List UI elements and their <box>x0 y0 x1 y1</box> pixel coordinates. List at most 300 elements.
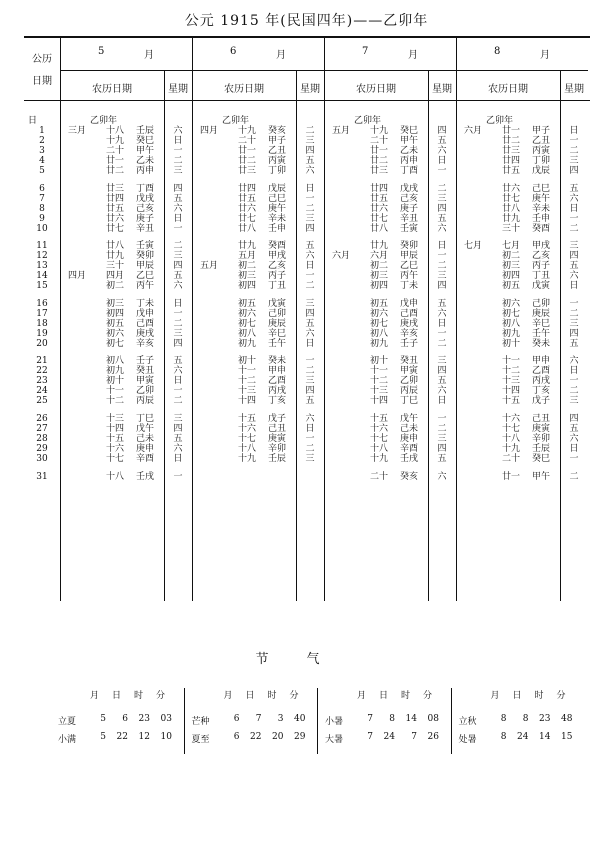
lunar-day: 初十 <box>502 338 521 349</box>
lunar-day: 十九 <box>238 126 257 136</box>
jieqi-value: 6 <box>233 714 240 724</box>
day-number: 5 <box>39 166 45 176</box>
ganzhi: 乙未 <box>400 146 419 156</box>
ganzhi: 癸丑 <box>400 356 419 367</box>
lunar-day: 五月 <box>238 251 257 262</box>
month-number: 7 <box>362 46 369 57</box>
xingqi-header: 星期 <box>300 84 320 95</box>
jieqi-col-header: 分 <box>289 691 299 701</box>
weekday: 四 <box>569 414 579 424</box>
ganzhi: 甲戌 <box>532 241 551 252</box>
weekday: 二 <box>305 444 315 454</box>
lunar-day: 二十 <box>370 471 389 482</box>
ganzhi: 己巳 <box>268 193 287 204</box>
gongli-label: 公历 <box>32 54 52 65</box>
lunar-day: 廿八 <box>370 223 389 234</box>
ganzhi: 丁亥 <box>532 386 551 397</box>
weekday: 日 <box>305 261 315 272</box>
ganzhi: 乙巳 <box>400 261 419 272</box>
ganzhi: 乙酉 <box>268 376 287 387</box>
ganzhi: 壬辰 <box>136 126 155 136</box>
weekday: 二 <box>173 156 183 166</box>
weekday: 六 <box>437 146 447 156</box>
ganzhi: 壬寅 <box>136 241 155 252</box>
day-number: 17 <box>36 308 48 319</box>
ganzhi: 壬戌 <box>136 471 155 482</box>
ganzhi: 丙午 <box>400 271 419 282</box>
lunar-day: 初九 <box>238 338 257 349</box>
weekday: 一 <box>437 414 447 424</box>
ganzhi: 甲子 <box>268 136 287 146</box>
weekday: 六 <box>173 126 183 136</box>
weekday: 五 <box>437 376 447 387</box>
weekday: 四 <box>173 338 183 349</box>
weekday: 三 <box>173 166 183 176</box>
day-number: 30 <box>36 454 48 464</box>
lunar-day: 廿三 <box>502 146 521 156</box>
jieqi-value: 08 <box>427 714 439 724</box>
weekday: 二 <box>305 281 315 292</box>
lunar-day: 廿三 <box>238 166 257 176</box>
weekday: 二 <box>305 126 315 136</box>
lunar-day: 十三 <box>502 376 521 387</box>
lunar-day: 十七 <box>370 434 389 444</box>
weekday: 三 <box>437 434 447 444</box>
weekday: 四 <box>437 281 447 292</box>
jieqi-divider <box>184 688 185 754</box>
lunar-day: 初六 <box>106 328 125 339</box>
lunar-month: 四月 <box>68 271 87 282</box>
ganzhi: 丙辰 <box>400 386 419 397</box>
ganzhi: 己亥 <box>400 193 419 204</box>
lunar-day: 初二 <box>502 251 521 262</box>
day-number: 3 <box>39 146 45 156</box>
day-number: 18 <box>36 318 48 329</box>
weekday: 日 <box>569 126 579 136</box>
year-label: 乙卯年 <box>90 116 118 126</box>
lunar-day: 廿七 <box>238 213 257 224</box>
day-number: 9 <box>39 213 45 224</box>
xingqi-header: 星期 <box>564 84 584 95</box>
weekday: 一 <box>569 136 579 146</box>
ganzhi: 丁未 <box>136 298 155 309</box>
jieqi-name: 立夏 <box>58 717 77 727</box>
lunar-day: 廿二 <box>502 136 521 146</box>
jieqi-value: 8 <box>500 732 507 742</box>
weekday: 三 <box>305 376 315 387</box>
weekday: 四 <box>173 183 183 194</box>
ganzhi: 己酉 <box>136 318 155 329</box>
jieqi-col-header: 时 <box>534 691 544 701</box>
weekday: 五 <box>305 396 315 407</box>
ganzhi: 庚午 <box>532 193 551 204</box>
lunar-day: 十六 <box>106 444 125 454</box>
ganzhi: 丙辰 <box>136 396 155 407</box>
jieqi-col-header: 月 <box>223 691 233 701</box>
lunar-day: 初十 <box>370 356 389 367</box>
ganzhi: 癸亥 <box>268 126 287 136</box>
jieqi-name: 大暑 <box>325 735 344 745</box>
ganzhi: 庚午 <box>268 203 287 214</box>
ganzhi: 丁巳 <box>136 414 155 424</box>
ganzhi: 丁未 <box>400 281 419 292</box>
month-number: 8 <box>494 46 501 57</box>
ganzhi: 辛丑 <box>400 213 419 224</box>
ganzhi: 丙寅 <box>268 156 287 166</box>
jieqi-table <box>56 688 590 754</box>
day-number: 15 <box>36 281 48 292</box>
lunar-day: 初三 <box>238 271 257 282</box>
lunar-day: 六月 <box>370 251 389 262</box>
ganzhi: 丁丑 <box>532 271 551 282</box>
lunar-day: 十二 <box>370 376 389 387</box>
ganzhi: 乙卯 <box>400 376 419 387</box>
jieqi-value: 48 <box>561 714 573 724</box>
lunar-day: 初九 <box>106 366 125 377</box>
day-number: 11 <box>36 241 48 252</box>
weekday: 三 <box>569 396 579 407</box>
jieqi-title: 节气 <box>255 652 358 667</box>
ganzhi: 癸巳 <box>400 126 419 136</box>
lunar-day: 十三 <box>106 414 125 424</box>
ganzhi: 癸亥 <box>400 471 419 482</box>
weekday: 五 <box>437 298 447 309</box>
jieqi-name: 立秋 <box>458 717 477 727</box>
lunar-day: 十五 <box>370 414 389 424</box>
weekday: 六 <box>569 434 579 444</box>
weekday: 六 <box>569 193 579 204</box>
weekday: 一 <box>173 146 183 156</box>
weekday: 四 <box>437 366 447 377</box>
lunar-day: 十一 <box>370 366 389 377</box>
ganzhi: 戊子 <box>532 396 551 407</box>
lunar-day: 初八 <box>238 328 257 339</box>
jieqi-value: 29 <box>294 732 306 742</box>
lunar-day: 廿六 <box>106 213 125 224</box>
ganzhi: 辛卯 <box>532 434 551 444</box>
weekday: 日 <box>173 376 183 387</box>
day-number: 1 <box>39 126 45 136</box>
weekday: 二 <box>569 308 579 319</box>
lunar-day: 十三 <box>370 386 389 397</box>
lunar-day: 廿三 <box>370 166 389 176</box>
weekday: 日 <box>569 366 579 377</box>
lunar-day: 廿七 <box>106 223 125 234</box>
jieqi-col-header: 日 <box>512 691 522 701</box>
lunar-day: 初五 <box>238 298 257 309</box>
lunar-day: 廿四 <box>502 156 521 166</box>
lunar-day: 初七 <box>106 338 125 349</box>
lunar-day: 十三 <box>238 386 257 397</box>
weekday: 二 <box>437 261 447 272</box>
weekday: 三 <box>305 213 315 224</box>
year-label: 乙卯年 <box>354 116 382 126</box>
lunar-day: 廿九 <box>106 251 125 262</box>
lunar-day: 十五 <box>106 434 125 444</box>
weekday: 日 <box>437 396 447 407</box>
weekday: 一 <box>437 328 447 339</box>
lunar-day: 十八 <box>502 434 521 444</box>
subheader-rule <box>324 70 456 71</box>
jieqi-value: 20 <box>272 732 284 742</box>
weekday: 六 <box>437 471 447 482</box>
ganzhi: 壬子 <box>136 356 155 367</box>
ganzhi: 癸未 <box>268 356 287 367</box>
lunar-day: 十四 <box>106 424 125 434</box>
weekday: 四 <box>569 328 579 339</box>
ganzhi: 乙丑 <box>532 136 551 146</box>
ganzhi: 丙午 <box>136 281 155 292</box>
ganzhi: 丙戌 <box>268 386 287 397</box>
lunar-day: 十四 <box>502 386 521 397</box>
ganzhi: 甲午 <box>400 136 419 146</box>
lunar-day: 十一 <box>238 366 257 377</box>
weekday: 一 <box>305 356 315 367</box>
month-number: 5 <box>98 46 105 57</box>
ganzhi: 乙卯 <box>136 386 155 397</box>
divider <box>60 36 61 601</box>
lunar-day: 二十 <box>106 146 125 156</box>
lunar-day: 廿八 <box>502 203 521 214</box>
ganzhi: 辛巳 <box>532 318 551 329</box>
weekday: 四 <box>173 424 183 434</box>
lunar-day: 初三 <box>106 298 125 309</box>
ganzhi: 丁卯 <box>268 166 287 176</box>
lunar-day: 初七 <box>370 318 389 329</box>
lunar-month: 三月 <box>68 126 87 136</box>
lunar-day: 三十 <box>502 223 521 234</box>
ganzhi: 丙寅 <box>532 146 551 156</box>
weekday: 日 <box>569 281 579 292</box>
ganzhi: 丁酉 <box>400 166 419 176</box>
riqi-label: 日期 <box>32 76 52 87</box>
weekday: 五 <box>569 338 579 349</box>
weekday: 四 <box>569 251 579 262</box>
year-label: 乙卯年 <box>222 116 250 126</box>
jieqi-name: 小满 <box>58 735 77 745</box>
ganzhi: 壬子 <box>400 338 419 349</box>
weekday: 二 <box>437 424 447 434</box>
weekday: 三 <box>569 156 579 166</box>
jieqi-value: 15 <box>561 732 573 742</box>
weekday: 一 <box>437 166 447 176</box>
nongli-header: 农历日期 <box>224 84 264 95</box>
lunar-day: 初三 <box>370 271 389 282</box>
jieqi-name: 小暑 <box>325 717 344 727</box>
page-title: 公元 1915 年(民国四年)——乙卯年 <box>184 13 429 29</box>
jieqi-value: 8 <box>500 714 507 724</box>
lunar-day: 廿四 <box>238 183 257 194</box>
weekday: 四 <box>305 386 315 397</box>
weekday: 一 <box>173 386 183 397</box>
lunar-day: 十九 <box>370 126 389 136</box>
weekday: 四 <box>305 308 315 319</box>
jieqi-value: 8 <box>389 714 395 724</box>
weekday: 日 <box>305 338 315 349</box>
ganzhi: 癸卯 <box>400 241 419 252</box>
lunar-day: 初五 <box>106 318 125 329</box>
lunar-month: 六月 <box>332 251 351 262</box>
lunar-day: 十四 <box>370 396 389 407</box>
weekday: 一 <box>173 223 183 234</box>
jieqi-value: 14 <box>539 732 551 742</box>
weekday: 三 <box>569 318 579 329</box>
weekday: 日 <box>437 241 447 252</box>
ganzhi: 戊辰 <box>268 183 287 194</box>
ganzhi: 戊申 <box>400 298 419 309</box>
lunar-day: 廿六 <box>502 183 521 194</box>
weekday: 三 <box>437 193 447 204</box>
jieqi-value: 23 <box>138 714 150 724</box>
day-number: 14 <box>36 271 48 282</box>
lunar-day: 十九 <box>106 136 125 146</box>
weekday: 三 <box>569 241 579 252</box>
day-number: 31 <box>36 471 48 482</box>
weekday: 四 <box>305 223 315 234</box>
day-number: 29 <box>36 444 48 454</box>
weekday: 三 <box>173 414 183 424</box>
ganzhi: 癸巳 <box>532 454 551 464</box>
lunar-day: 初九 <box>370 338 389 349</box>
ganzhi: 丁亥 <box>268 396 287 407</box>
weekday: 五 <box>305 318 315 329</box>
jieqi-value: 23 <box>539 714 551 724</box>
ganzhi: 庚辰 <box>268 318 287 329</box>
lunar-day: 廿九 <box>238 241 257 252</box>
lunar-month: 七月 <box>464 241 483 252</box>
jieqi-col-header: 日 <box>112 691 122 701</box>
day-number: 13 <box>36 261 48 272</box>
ganzhi: 戊申 <box>136 308 155 319</box>
ganzhi: 己丑 <box>268 424 287 434</box>
jieqi-col-header: 时 <box>267 691 277 701</box>
ganzhi: 乙丑 <box>268 146 287 156</box>
nongli-header: 农历日期 <box>92 84 132 95</box>
weekday: 日 <box>305 183 315 194</box>
ganzhi: 己未 <box>136 434 155 444</box>
weekday: 六 <box>305 414 315 424</box>
ganzhi: 己酉 <box>400 308 419 319</box>
ganzhi: 辛亥 <box>400 328 419 339</box>
jieqi-col-header: 日 <box>379 691 389 701</box>
ganzhi: 庚寅 <box>532 424 551 434</box>
lunar-day: 廿四 <box>106 193 125 204</box>
jieqi-col-header: 分 <box>423 691 433 701</box>
lunar-day: 十六 <box>370 424 389 434</box>
ganzhi: 庚子 <box>136 213 155 224</box>
day-number: 19 <box>36 328 48 339</box>
weekday: 日 <box>569 444 579 454</box>
top-rule <box>24 36 590 38</box>
lunar-month: 六月 <box>464 126 483 136</box>
weekday: 六 <box>569 271 579 282</box>
day-number: 23 <box>36 376 48 387</box>
lunar-day: 初六 <box>238 308 257 319</box>
weekday: 六 <box>173 281 183 292</box>
lunar-day: 廿五 <box>370 193 389 204</box>
ganzhi: 己亥 <box>136 203 155 214</box>
ganzhi: 辛丑 <box>136 223 155 234</box>
ganzhi: 甲申 <box>268 366 287 377</box>
weekday: 二 <box>437 183 447 194</box>
ganzhi: 壬戌 <box>400 454 419 464</box>
weekday: 日 <box>437 156 447 166</box>
lunar-day: 初二 <box>238 261 257 272</box>
weekday: 二 <box>437 338 447 349</box>
ganzhi: 辛未 <box>532 203 551 214</box>
ganzhi: 庚戌 <box>400 318 419 329</box>
lunar-day: 十六 <box>502 414 521 424</box>
weekday: 日 <box>437 318 447 329</box>
day-number: 24 <box>36 386 48 397</box>
ganzhi: 庚申 <box>400 434 419 444</box>
jieqi-name: 芒种 <box>191 717 210 727</box>
day-number: 27 <box>36 424 48 434</box>
lunar-day: 初二 <box>106 281 125 292</box>
lunar-day: 廿四 <box>370 183 389 194</box>
lunar-day: 初六 <box>502 298 521 309</box>
jieqi-col-header: 时 <box>401 691 411 701</box>
weekday: 一 <box>305 271 315 282</box>
lunar-day: 十八 <box>106 471 125 482</box>
jieqi-value: 7 <box>367 714 373 724</box>
day-number: 7 <box>39 193 45 204</box>
ganzhi: 乙酉 <box>532 366 551 377</box>
lunar-day: 初五 <box>502 281 521 292</box>
jieqi-value: 14 <box>405 714 417 724</box>
lunar-day: 廿一 <box>370 146 389 156</box>
ganzhi: 壬辰 <box>532 444 551 454</box>
ganzhi: 戊午 <box>400 414 419 424</box>
lunar-day: 初五 <box>370 298 389 309</box>
nongli-header: 农历日期 <box>356 84 396 95</box>
weekday: 三 <box>305 136 315 146</box>
weekday: 五 <box>569 183 579 194</box>
jieqi-col-header: 时 <box>134 691 144 701</box>
weekday: 日 <box>173 213 183 224</box>
ganzhi: 乙亥 <box>268 261 287 272</box>
weekday: 三 <box>305 454 315 464</box>
ganzhi: 庚申 <box>136 444 155 454</box>
ganzhi: 甲子 <box>532 126 551 136</box>
ganzhi: 癸卯 <box>136 251 155 262</box>
weekday: 二 <box>173 318 183 329</box>
lunar-day: 初十 <box>238 356 257 367</box>
jieqi-value: 5 <box>100 732 106 742</box>
lunar-day: 廿二 <box>370 156 389 166</box>
lunar-day: 廿五 <box>238 193 257 204</box>
lunar-day: 四月 <box>106 271 125 282</box>
jieqi-col-header: 月 <box>357 691 367 701</box>
weekday: 日 <box>173 298 183 309</box>
weekday: 二 <box>569 386 579 397</box>
lunar-day: 十八 <box>106 126 125 136</box>
day-number: 4 <box>39 156 45 166</box>
jieqi-value: 22 <box>250 732 262 742</box>
weekday: 六 <box>173 203 183 214</box>
ganzhi: 壬申 <box>268 223 287 234</box>
jieqi-value: 5 <box>100 714 106 724</box>
weekday: 六 <box>173 444 183 454</box>
day-number: 28 <box>36 434 48 444</box>
weekday: 三 <box>173 251 183 262</box>
day-number: 20 <box>36 338 48 349</box>
day-number: 6 <box>39 183 45 194</box>
lunar-day: 十二 <box>502 366 521 377</box>
jieqi-name: 夏至 <box>191 735 210 745</box>
lunar-day: 廿六 <box>238 203 257 214</box>
day-number: 2 <box>39 136 45 146</box>
